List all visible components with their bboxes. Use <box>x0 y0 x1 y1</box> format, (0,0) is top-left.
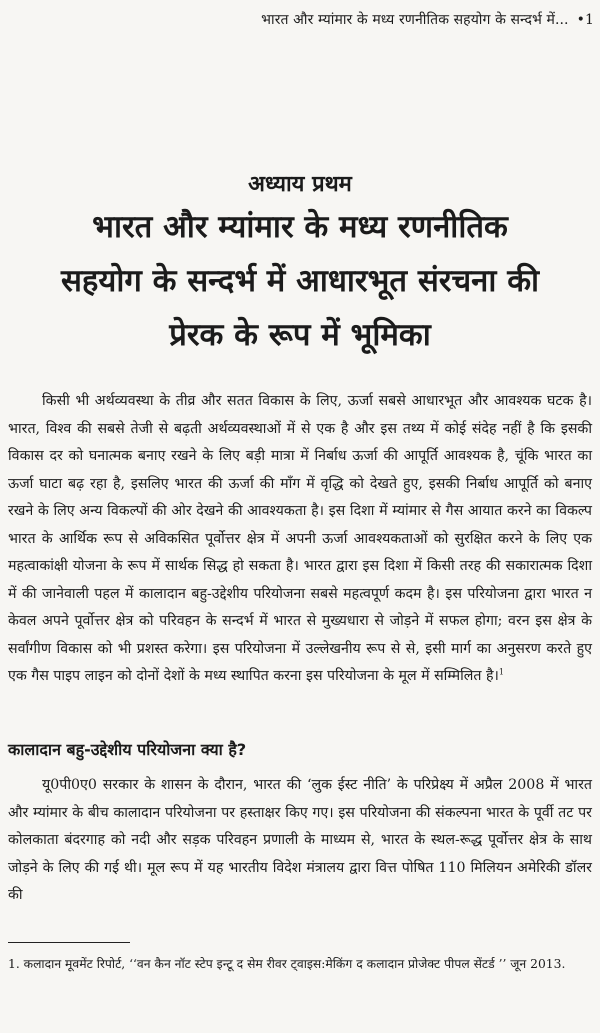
chapter-title-line-2: सहयोग के सन्दर्भ में आधारभूत संरचना की <box>60 263 540 299</box>
intro-paragraph-text: किसी भी अर्थव्यवस्था के तीव्र और सतत विकास के लिए, ऊर्जा सबसे आधारभूत और आवश्यक घटक है। भारत, विश्व की सबसे तेजी से बढ़ती अर्थव्यवस्थाओं में से एक है और इस तथ्य में कोई संदेह नहीं है कि इसकी विकास दर को घनात्मक बनाए रखने के लिए बड़ी मात्रा में निर्बाध ऊर्जा की आपूर्ति आवश्यक है, चूंकि भारत का ऊर्जा घाटा बढ़ रहा है, इसलिए भारत की ऊर्जा की माँग में वृद्धि को देखते हुए, इसकी निर्बाध आपूर्ति को बनाए रखने के लिए अन्य विकल्पों की ओर देखने की आवश्यकता है। इस दिशा में म्यांमार से गैस आयात करने का विकल्प भारत के आर्थिक रूप से अविकसित पूर्वोत्तर क्षेत्र में अपनी ऊर्जा आवश्यकताओं को सुरक्षित करने के लिए एक महत्वाकांक्षी योजना के रूप में सार्थक सिद्ध हो सकता है। भारत द्वारा इस दिशा में किसी तरह की सकारात्मक दिशा में की जानेवाली पहल में कालादान बहु-उद्देशीय परियोजना सबसे महत्वपूर्ण कदम है। इस परियोजना द्वारा भारत न केवल अपने पूर्वोत्तर क्षेत्र को परिवहन के सन्दर्भ में भारत से मुख्यधारा से जोड़ने में सफल होगा; वरन इस क्षेत्र के सर्वांगीण विकास को भी प्रशस्त करेगा। इस परियोजना में उल्लेखनीय रूप से से, इसी मार्ग का अनुसरण करते हुए एक गैस पाइप लाइन को दोनों देशों के मध्य स्थापित करना इस परियोजना के मूल में सम्मिलित है। <box>8 393 592 684</box>
section-heading: कालादान बहु-उद्देशीय परियोजना क्या है? <box>8 740 247 759</box>
running-header <box>150 10 594 29</box>
chapter-title-line-1: भारत और म्यांमार के मध्य रणनीतिक <box>92 209 508 245</box>
intro-paragraph <box>8 388 592 691</box>
page-number: •1 <box>576 12 594 28</box>
running-title: भारत और म्यांमार के मध्य रणनीतिक सहयोग के सन्दर्भ में... <box>261 12 569 28</box>
footnote-reference[interactable]: 1 <box>498 667 504 677</box>
chapter-title <box>10 200 590 362</box>
section-paragraph: यू0पी0ए0 सरकार के शासन के दौरान, भारत की ‘लुक ईस्ट नीति’ के परिप्रेक्ष्य में अप्रैल 2008 में भारत और म्यांमार के बीच कालादान परियोजना पर हस्ताक्षर किए गए। इस परियोजना की संकल्पना भारत के पूर्वी तट पर कोलकाता बंदरगाह को नदी और सड़क परिवहन प्रणाली के माध्यम से, भारत के स्थल-रूद्ध पूर्वोत्तर क्षेत्र के साथ जोड़ने के लिए की गई थी। मूल रूप में यह भारतीय विदेश मंत्रालय द्वारा वित्त पोषित 110 मिलियन अमेरिकी डॉलर की <box>8 777 592 903</box>
footnote: 1. कलादान मूवमेंट रिपोर्ट, ‘‘वन कैन नॉट स्टेप इन्टू द सेम रीवर ट्वाइस:मेकिंग द कलादान प्रोजेक्ट पीपल सेंटर्ड ’’ जून 2013. <box>8 957 566 971</box>
footnote-divider <box>8 942 130 943</box>
chapter-label: अध्याय प्रथम <box>248 172 352 197</box>
chapter-title-line-3: प्रेरक के रूप में भूमिका <box>169 317 431 353</box>
